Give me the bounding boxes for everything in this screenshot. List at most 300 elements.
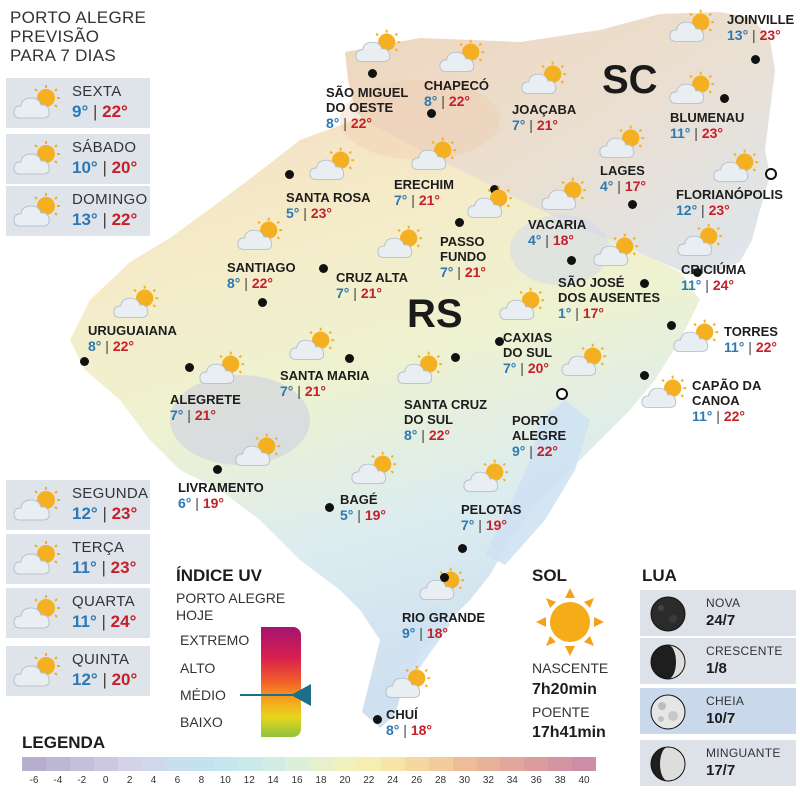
legend-swatch [357, 757, 381, 771]
forecast-min: 11° [72, 612, 97, 631]
partly-cloudy-icon [12, 594, 64, 632]
city-max: 21° [536, 117, 558, 133]
city-min: 7° [503, 360, 517, 376]
forecast-max: 20° [111, 670, 138, 689]
legend-tick: 10 [219, 775, 231, 786]
moon-phase-name: NOVA [706, 596, 741, 610]
city-max: 17° [582, 305, 604, 321]
legend-swatch [285, 757, 309, 771]
sunrise-label: NASCENTE [532, 660, 609, 676]
sunset-time: 17h41min [532, 724, 606, 741]
city-temps [558, 305, 660, 322]
city-label [88, 323, 177, 355]
legend-swatch [70, 757, 94, 771]
city-temps [440, 264, 486, 281]
temp-separator: | [96, 612, 111, 631]
city-marker [345, 354, 354, 363]
city-label [512, 102, 576, 134]
city-name: JOINVILLE [727, 12, 795, 27]
city-min: 11° [692, 408, 713, 424]
city-max: 22° [251, 275, 273, 291]
temp-separator: | [399, 722, 411, 738]
page-title [10, 8, 146, 65]
temp-separator: | [191, 495, 203, 511]
moon-phase-name: MINGUANTE [706, 746, 781, 760]
partly-cloudy-icon [498, 286, 548, 324]
forecast-day-2 [6, 186, 150, 236]
city-name: FLORIANÓPOLIS [676, 187, 783, 202]
moon-phase-3 [640, 740, 796, 786]
partly-cloudy-icon [112, 284, 162, 322]
city-temps [326, 115, 408, 132]
legend-tick: 4 [150, 775, 157, 786]
forecast-min: 13° [72, 210, 98, 229]
temp-separator: | [97, 670, 112, 689]
city-marker [285, 170, 294, 179]
temp-separator: | [525, 443, 537, 459]
temp-separator: | [541, 232, 553, 248]
forecast-min: 12° [72, 670, 98, 689]
city-temps [528, 232, 586, 249]
uv-scale-bar [261, 627, 301, 737]
uv-subtitle-line-2: HOJE [176, 607, 214, 623]
partly-cloudy-icon [676, 222, 726, 260]
legend-swatch [309, 757, 333, 771]
temp-separator: | [353, 507, 365, 523]
temp-separator: | [183, 407, 195, 423]
state-label-rs: RS [407, 292, 463, 336]
forecast-max: 24° [110, 612, 137, 631]
forecast-day-temps [72, 504, 137, 524]
forecast-max: 23° [111, 504, 138, 523]
temp-separator: | [349, 285, 361, 301]
city-min: 5° [286, 205, 300, 221]
city-temps [404, 427, 487, 444]
city-temps [336, 285, 408, 302]
partly-cloudy-icon [376, 224, 426, 262]
city-temps [676, 202, 783, 219]
city-marker [213, 465, 222, 474]
city-temps [724, 339, 778, 356]
legend-tick: 2 [126, 775, 133, 786]
city-name: SANTA MARIA [280, 368, 370, 383]
partly-cloudy-icon [712, 148, 762, 186]
forecast-day-3 [6, 480, 150, 530]
city-label [326, 85, 408, 132]
city-marker [567, 256, 576, 265]
legend-swatch [572, 757, 596, 771]
legend-ticks [22, 775, 596, 789]
legend-tick: 6 [174, 775, 181, 786]
partly-cloudy-icon [198, 350, 248, 388]
city-marker [667, 321, 676, 330]
city-temps [286, 205, 371, 222]
waxing-moon-icon [648, 642, 688, 687]
forecast-max: 23° [110, 558, 137, 577]
temp-separator: | [97, 158, 112, 177]
city-max: 23° [708, 202, 730, 218]
temp-separator: | [97, 504, 112, 523]
city-temps [402, 625, 485, 642]
forecast-day-1 [6, 134, 150, 184]
city-label [178, 480, 264, 512]
legend-tick: 38 [554, 775, 566, 786]
temp-separator: | [613, 178, 625, 194]
forecast-day-4 [6, 534, 150, 584]
city-temps [340, 507, 386, 524]
city-name: URUGUAIANA [88, 323, 177, 338]
city-temps [670, 125, 744, 142]
legend-swatch [261, 757, 285, 771]
legend-swatch [166, 757, 190, 771]
partly-cloudy-icon [640, 374, 690, 412]
city-marker [258, 298, 267, 307]
forecast-day-temps [72, 102, 128, 122]
city-label [600, 163, 646, 195]
temp-separator: | [453, 264, 465, 280]
forecast-day-name: SEGUNDA [72, 485, 149, 502]
city-max: 20° [527, 360, 549, 376]
city-name: JOAÇABA [512, 102, 577, 117]
moon-phase-date: 17/7 [706, 762, 736, 779]
city-max: 23° [310, 205, 332, 221]
city-temps [727, 27, 794, 44]
legend-tick: 12 [243, 775, 255, 786]
city-name: CAPÃO DA CANOA [692, 378, 762, 408]
legend-tick: -4 [53, 775, 63, 786]
city-name: BAGÉ [340, 492, 378, 507]
forecast-day-name: QUINTA [72, 651, 130, 668]
temp-separator: | [744, 339, 756, 355]
city-max: 22° [448, 93, 470, 109]
legend-swatch [118, 757, 142, 771]
temp-separator: | [293, 383, 305, 399]
legend-swatch [548, 757, 572, 771]
forecast-day-temps [72, 612, 136, 632]
city-label [461, 502, 521, 534]
temp-separator: | [96, 558, 111, 577]
city-label [670, 110, 744, 142]
temp-separator: | [712, 408, 724, 424]
city-max: 21° [360, 285, 382, 301]
legend-tick: 18 [315, 775, 327, 786]
city-min: 4° [600, 178, 614, 194]
city-max: 22° [755, 339, 777, 355]
legend-tick: 32 [482, 775, 494, 786]
uv-index-subtitle [176, 590, 285, 624]
city-marker [427, 109, 436, 118]
legend-tick: 16 [291, 775, 303, 786]
legend-swatch [524, 757, 548, 771]
city-min: 8° [424, 93, 438, 109]
city-min: 11° [670, 125, 691, 141]
city-label [558, 275, 660, 322]
moon-phase-date: 1/8 [706, 660, 727, 677]
forecast-max: 20° [111, 158, 138, 177]
legend-tick: 34 [506, 775, 518, 786]
uv-level-alto: ALTO [180, 660, 216, 676]
uv-current-line [240, 694, 298, 696]
city-min: 7° [440, 264, 454, 280]
city-temps [227, 275, 296, 292]
city-name: PELOTAS [461, 502, 522, 517]
partly-cloudy-icon [354, 28, 404, 66]
city-label [402, 610, 485, 642]
city-max: 18° [426, 625, 448, 641]
temp-separator: | [415, 625, 427, 641]
city-min: 7° [336, 285, 350, 301]
city-marker [751, 55, 760, 64]
city-min: 13° [727, 27, 749, 43]
legend-tick: 40 [578, 775, 590, 786]
legend-swatch [453, 757, 477, 771]
partly-cloudy-icon [418, 566, 468, 604]
city-temps [170, 407, 241, 424]
city-max: 19° [364, 507, 386, 523]
moon-phase-date: 24/7 [706, 612, 736, 629]
city-name: CAXIAS DO SUL [503, 330, 553, 360]
city-marker [440, 573, 449, 582]
forecast-day-name: SEXTA [72, 83, 122, 100]
partly-cloudy-icon [668, 70, 718, 108]
sunset-label: POENTE [532, 704, 590, 720]
city-temps [512, 443, 566, 460]
city-marker [458, 544, 467, 553]
uv-subtitle-line-1: PORTO ALEGRE [176, 590, 286, 606]
legend-swatch [333, 757, 357, 771]
city-name: SÃO JOSÉ DOS AUSENTES [558, 275, 661, 305]
city-name: CRUZ ALTA [336, 270, 408, 285]
city-min: 8° [88, 338, 102, 354]
city-max: 24° [712, 277, 734, 293]
moon-phase-date: 10/7 [706, 710, 736, 727]
city-min: 7° [170, 407, 184, 423]
city-name: ALEGRETE [170, 392, 241, 407]
city-max: 21° [194, 407, 216, 423]
legend-tick: -6 [29, 775, 39, 786]
partly-cloudy-icon [462, 458, 512, 496]
forecast-day-0 [6, 78, 150, 128]
partly-cloudy-icon [396, 350, 446, 388]
partly-cloudy-icon [308, 146, 358, 184]
temp-separator: | [571, 305, 583, 321]
partly-cloudy-icon [466, 184, 516, 222]
city-marker [455, 218, 464, 227]
city-label [404, 397, 487, 444]
partly-cloudy-icon [540, 176, 590, 214]
city-name: ERECHIM [394, 177, 454, 192]
city-marker [325, 503, 334, 512]
city-marker [368, 69, 377, 78]
partly-cloudy-icon [234, 432, 284, 470]
state-label-sc: SC [602, 58, 658, 102]
forecast-day-name: TERÇA [72, 539, 125, 556]
city-temps [424, 93, 489, 110]
city-marker [640, 371, 649, 380]
city-min: 9° [402, 625, 416, 641]
city-temps [692, 408, 761, 425]
city-min: 11° [724, 339, 745, 355]
city-max: 22° [112, 338, 134, 354]
legend-swatch [189, 757, 213, 771]
temp-separator: | [417, 427, 429, 443]
temp-separator: | [240, 275, 252, 291]
forecast-max: 22° [111, 210, 138, 229]
city-min: 7° [394, 192, 408, 208]
legend-swatch [429, 757, 453, 771]
legend-tick: 14 [267, 775, 279, 786]
temp-separator: | [339, 115, 351, 131]
legend-swatch [213, 757, 237, 771]
legend-swatch [405, 757, 429, 771]
forecast-day-name: SÁBADO [72, 139, 137, 156]
forecast-day-name: DOMINGO [72, 191, 148, 208]
city-temps [394, 192, 454, 209]
legend-tick: 28 [434, 775, 447, 786]
new-moon-icon [648, 594, 688, 639]
city-name: SANTA ROSA [286, 190, 371, 205]
city-min: 6° [178, 495, 192, 511]
city-label [336, 270, 408, 302]
moon-phase-name: CRESCENTE [706, 644, 783, 658]
legend-tick: 20 [339, 775, 351, 786]
title-line-3: PARA 7 DIAS [10, 46, 116, 65]
partly-cloudy-icon [12, 652, 64, 690]
city-marker [451, 353, 460, 362]
city-label [424, 78, 489, 110]
city-max: 22° [723, 408, 745, 424]
legend-swatch [142, 757, 166, 771]
city-label [280, 368, 370, 400]
city-name: CRICIÚMA [681, 262, 746, 277]
city-name: SANTIAGO [227, 260, 296, 275]
city-name: TORRES [724, 324, 778, 339]
temp-separator: | [697, 202, 709, 218]
city-temps [503, 360, 552, 377]
city-label [227, 260, 296, 292]
city-temps [600, 178, 646, 195]
partly-cloudy-icon [12, 192, 64, 230]
legend-swatch [237, 757, 261, 771]
temp-separator: | [748, 27, 760, 43]
temp-separator: | [690, 125, 702, 141]
temp-separator: | [474, 517, 486, 533]
partly-cloudy-icon [668, 8, 718, 46]
forecast-day-temps [72, 670, 137, 690]
temp-separator: | [88, 102, 103, 121]
full-moon-icon [648, 692, 688, 737]
partly-cloudy-icon [12, 540, 64, 578]
partly-cloudy-icon [350, 450, 400, 488]
forecast-day-name: QUARTA [72, 593, 135, 610]
city-max: 19° [485, 517, 507, 533]
city-temps [512, 117, 576, 134]
city-min: 5° [340, 507, 354, 523]
city-max: 23° [701, 125, 723, 141]
legend-swatch [46, 757, 70, 771]
city-label [286, 190, 371, 222]
legend-tick: 0 [102, 775, 109, 786]
moon-phase-name: CHEIA [706, 694, 745, 708]
partly-cloudy-icon [520, 60, 570, 98]
legend-swatch [477, 757, 501, 771]
temp-separator: | [525, 117, 537, 133]
city-marker [628, 200, 637, 209]
city-marker [319, 264, 328, 273]
city-min: 7° [512, 117, 526, 133]
temp-separator: | [97, 210, 112, 229]
city-temps [88, 338, 177, 355]
partly-cloudy-icon [288, 326, 338, 364]
city-label [394, 177, 454, 209]
partly-cloudy-icon [12, 84, 64, 122]
city-max: 19° [202, 495, 224, 511]
partly-cloudy-icon [592, 232, 642, 270]
city-label [681, 262, 746, 294]
partly-cloudy-icon [384, 664, 434, 702]
partly-cloudy-icon [598, 124, 648, 162]
city-max: 22° [428, 427, 450, 443]
legend-tick: 8 [198, 775, 205, 786]
city-name: PORTO ALEGRE [512, 413, 567, 443]
city-max: 22° [536, 443, 558, 459]
forecast-min: 9° [72, 102, 89, 121]
uv-level-extremo: EXTREMO [180, 632, 250, 648]
forecast-max: 22° [102, 102, 128, 121]
city-temps [461, 517, 521, 534]
city-temps [681, 277, 746, 294]
city-name: VACARIA [528, 217, 587, 232]
city-name: CHAPECÓ [424, 78, 490, 93]
partly-cloudy-icon [12, 140, 64, 178]
partly-cloudy-icon [236, 216, 286, 254]
city-name: RIO GRANDE [402, 610, 486, 625]
city-name: SÃO MIGUEL DO OESTE [326, 85, 409, 115]
temp-separator: | [516, 360, 528, 376]
city-label [676, 187, 783, 219]
waning-moon-icon [648, 744, 688, 789]
moon-phase-0 [640, 590, 796, 636]
city-min: 8° [404, 427, 418, 443]
forecast-min: 12° [72, 504, 98, 523]
legend-tick: 22 [363, 775, 375, 786]
partly-cloudy-icon [12, 486, 64, 524]
city-temps [178, 495, 264, 512]
city-max: 23° [759, 27, 781, 43]
partly-cloudy-icon [672, 318, 722, 356]
uv-level-medio: MÉDIO [180, 687, 226, 703]
sun-icon [532, 588, 612, 658]
city-max: 21° [418, 192, 440, 208]
city-min: 7° [280, 383, 294, 399]
temp-separator: | [101, 338, 113, 354]
title-line-2: PREVISÃO [10, 27, 100, 46]
forecast-min: 11° [72, 558, 97, 577]
legend-swatch [94, 757, 118, 771]
city-max: 22° [350, 115, 372, 131]
uv-index-title: ÍNDICE UV [176, 566, 262, 585]
city-label [503, 330, 552, 377]
legend-swatch [22, 757, 46, 771]
forecast-day-temps [72, 158, 137, 178]
city-max: 18° [410, 722, 432, 738]
city-min: 4° [528, 232, 542, 248]
city-temps [280, 383, 370, 400]
city-marker [720, 94, 729, 103]
uv-level-baixo: BAIXO [180, 714, 223, 730]
city-min: 8° [326, 115, 340, 131]
city-max: 18° [552, 232, 574, 248]
